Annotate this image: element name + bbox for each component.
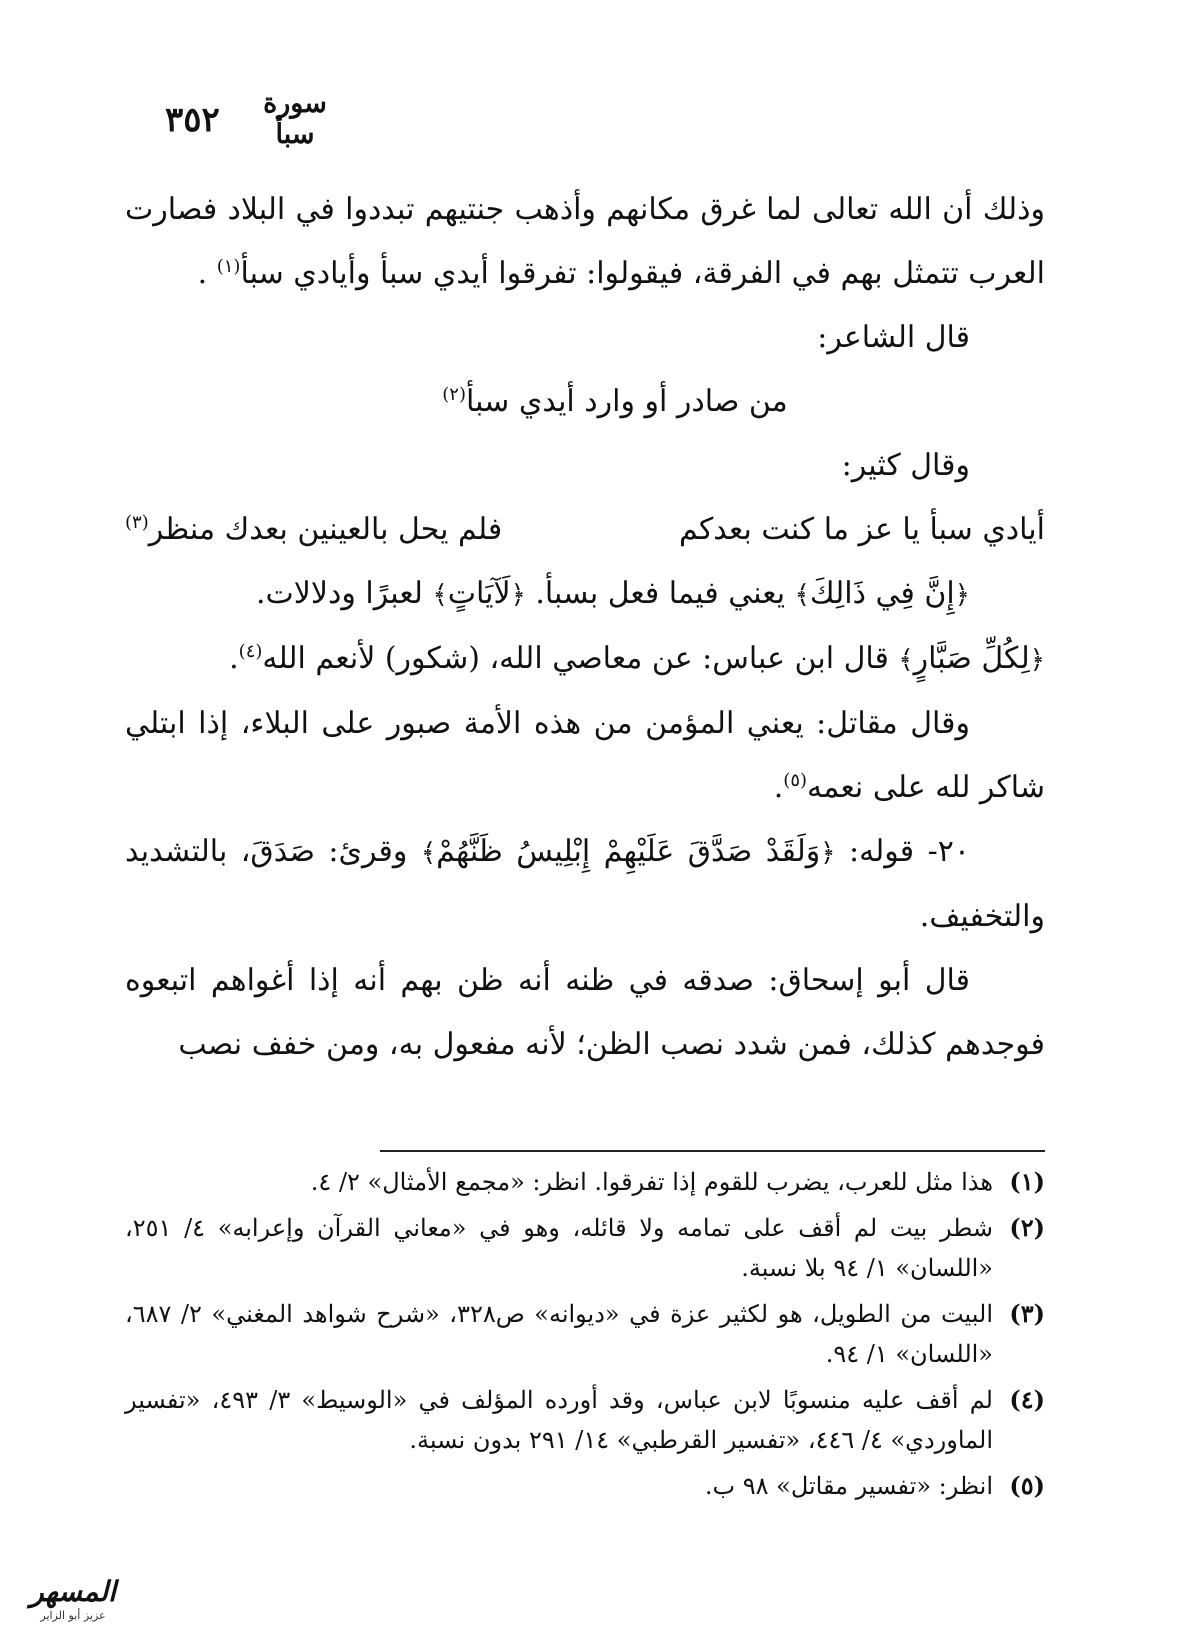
quran-close-bracket: ﴾ xyxy=(794,580,810,610)
footnote-ref-1[interactable]: (١) xyxy=(216,256,241,277)
quran-quote-1 xyxy=(795,576,970,611)
footnote-divider xyxy=(380,1150,1045,1152)
footnote-ref-4[interactable]: (٤) xyxy=(238,641,263,662)
main-text xyxy=(125,178,1045,1077)
publisher-stamp xyxy=(18,1575,128,1635)
quran-quote-2 xyxy=(432,576,525,611)
footnote-text: هذا مثل للعرب، يضرب للقوم إذا تفرقوا. انظر: «مجمع الأمثال» ٢/ ٤. xyxy=(310,1168,993,1196)
verse-second-half: فلم يحل بالعينين بعدك منظر xyxy=(148,512,503,547)
quran-quote-2-text: لَآيَاتٍ xyxy=(447,576,511,611)
footnote-text: شطر بيت لم أقف على تمامه ولا قائله، وهو في «معاني القرآن وإعرابه» ٤/ ٢٥١، «اللسان» ١/ ٩٤ بلا نسبة. xyxy=(125,1214,993,1282)
paragraph-2 xyxy=(125,562,1045,627)
paragraph-5-text: وقرئ: صَدَقَ، بالتشديد والتخفيف. xyxy=(125,834,1045,934)
paragraph-4 xyxy=(125,692,1045,820)
footnote-ref-2[interactable]: (٢) xyxy=(442,384,466,405)
footnote-number: (٣) xyxy=(1009,1299,1045,1328)
running-head: سورة سبأ xyxy=(263,88,327,150)
poet-intro-2: وقال كثير: xyxy=(841,448,970,483)
paragraph-2-text-1: يعني فيما فعل بسبأ. xyxy=(525,576,795,611)
quran-open-bracket: ﴿ xyxy=(820,838,836,868)
paragraph-1 xyxy=(125,178,1045,306)
paragraph-2-text-2: لعبرًا ودلالات. xyxy=(256,576,433,611)
quran-open-bracket: ﴿ xyxy=(954,580,970,610)
footnote-ref-3[interactable]: (٣) xyxy=(125,512,149,533)
paragraph-4-end: . xyxy=(773,770,784,805)
verse-second-half-wrap xyxy=(125,498,502,562)
footnote-number: (١) xyxy=(1009,1167,1045,1196)
footnotes xyxy=(125,1162,1045,1512)
paragraph-6: قال أبو إسحاق: صدقه في ظنه أنه ظن بهم أنه إذا أغواهم اتبعوه فوجدهم كذلك، فمن شدد نصب الظن؛ لأنه مفعول به، ومن خفف نصب xyxy=(125,963,1045,1062)
hemistich xyxy=(125,370,1045,434)
paragraph-3-end: . xyxy=(229,641,239,676)
footnote-ref-5[interactable]: (٥) xyxy=(783,770,808,791)
quran-quote-4-text: وَلَقَدْ صَدَّقَ عَلَيْهِمْ إِبْلِيسُ ظَنَّهُمْ xyxy=(436,834,821,869)
footnote-text: البيت من الطويل، هو لكثير عزة في «ديوانه» ص٣٢٨، «شرح شواهد المغني» ٢/ ٦٨٧، «اللسان» ١/ ٩٤. xyxy=(125,1300,994,1368)
quran-quote-4 xyxy=(421,834,836,869)
verse-first-half: أيادي سبأ يا عز ما كنت بعدكم xyxy=(679,512,1045,547)
footnote-4 xyxy=(125,1380,1045,1460)
footnote-1 xyxy=(125,1162,1045,1202)
quran-open-bracket: ﴿ xyxy=(510,580,526,610)
footnote-text: لم أقف عليه منسوبًا لابن عباس، وقد أورده المؤلف في «الوسيط» ٣/ ٤٩٣، «تفسير الماوردي» ٤/ ٤٤٦، «تفسير القرطبي» ١٤/ ٢٩١ بدون نسبة. xyxy=(125,1386,993,1454)
footnote-number: (٢) xyxy=(1009,1213,1045,1242)
quran-close-bracket: ﴾ xyxy=(420,838,437,868)
footnote-number: (٥) xyxy=(1009,1471,1045,1500)
footnote-2 xyxy=(125,1208,1045,1288)
paragraph-4-text: وقال مقاتل: يعني المؤمن من هذه الأمة صبور على البلاء، إذا ابتلي شاكر لله على نعمه xyxy=(125,706,1045,805)
quran-quote-3-text: لِكُلِّ صَبَّارٍ xyxy=(913,641,1030,676)
quran-quote-1-text: إِنَّ فِي ذَالِكَ xyxy=(809,576,955,611)
quran-open-bracket: ﴿ xyxy=(1029,645,1045,675)
footnote-3 xyxy=(125,1294,1045,1374)
footnote-number: (٤) xyxy=(1009,1385,1045,1414)
paragraph-1-end: . xyxy=(197,256,217,291)
hemistich-text: من صادر أو وارد أيدي سبأ xyxy=(465,384,788,419)
page-number: ٣٥٢ xyxy=(165,100,220,140)
stamp-calligraphy: المسهر xyxy=(30,1575,116,1608)
footnote-5 xyxy=(125,1466,1045,1506)
footnote-text: انظر: «تفسير مقاتل» ٩٨ ب. xyxy=(704,1472,993,1500)
quran-close-bracket: ﴾ xyxy=(898,645,914,675)
stamp-subtext: عزيز أبو الزاير xyxy=(40,1609,106,1622)
quran-quote-3 xyxy=(898,641,1045,676)
paragraph-5 xyxy=(125,820,1045,949)
quran-close-bracket: ﴾ xyxy=(432,580,448,610)
poet-intro-1: قال الشاعر: xyxy=(817,320,970,355)
verse-number-lead: ٢٠- قوله: xyxy=(835,834,970,869)
paragraph-3-text: قال ابن عباس: عن معاصي الله، (شكور) لأنعم الله xyxy=(262,641,899,676)
paragraph-1-text: وذلك أن الله تعالى لما غرق مكانهم وأذهب جنتيهم تبددوا في البلاد فصارت العرب تتمثل بهم في الفرقة، فيقولوا: تفرقوا أيدي سبأ وأيادي سبأ xyxy=(125,192,1045,291)
paragraph-3 xyxy=(125,627,1045,692)
verse-line xyxy=(125,498,1045,562)
